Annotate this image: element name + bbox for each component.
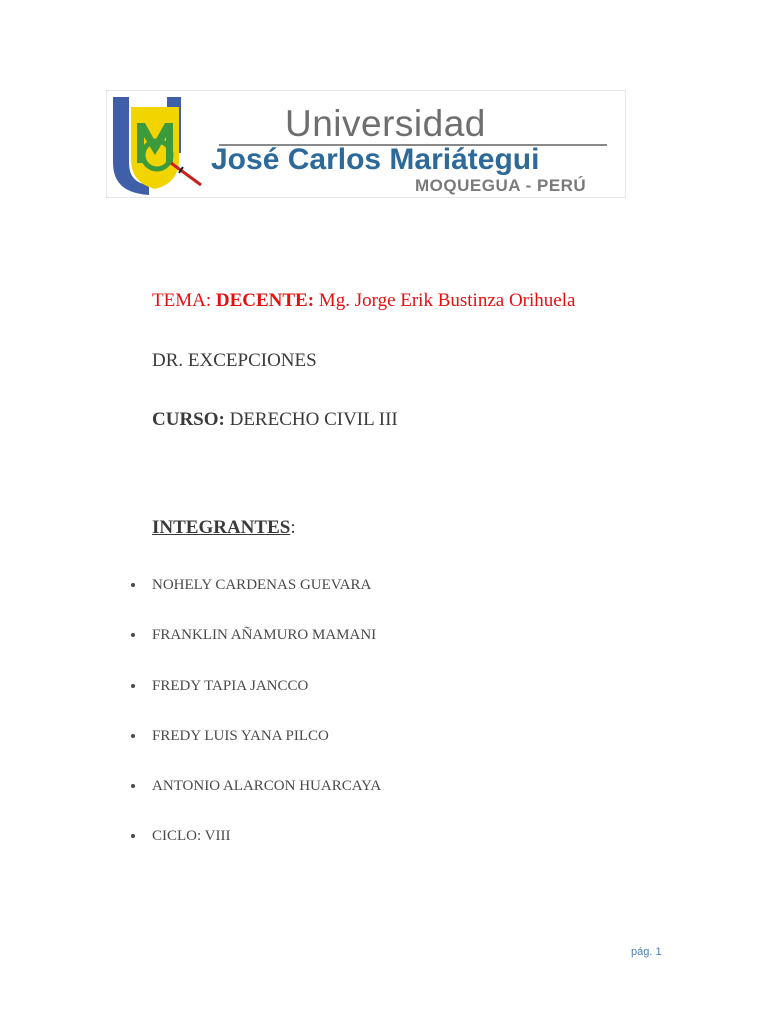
university-name: José Carlos Mariátegui	[211, 143, 540, 176]
subject-line: DR. EXCEPCIONES	[152, 350, 317, 371]
list-item	[128, 724, 381, 774]
university-emblem-icon	[109, 93, 205, 197]
tema-line	[152, 290, 575, 312]
bullet-icon	[131, 583, 135, 587]
member-name: CICLO: VIII	[152, 828, 231, 845]
university-location: MOQUEGUA - PERÚ	[415, 176, 587, 195]
integrantes-label: INTEGRANTES	[152, 517, 291, 538]
list-item	[128, 774, 381, 824]
university-word: Universidad	[285, 103, 486, 144]
curso-value: DERECHO CIVIL III	[229, 409, 398, 430]
bullet-icon	[131, 684, 135, 688]
integrantes-colon: :	[290, 517, 296, 538]
list-item	[128, 623, 381, 673]
decente-value: Mg. Jorge Erik Bustinza Orihuela	[318, 290, 576, 311]
integrantes-heading	[152, 517, 296, 539]
list-item	[128, 824, 381, 874]
list-item	[128, 674, 381, 724]
bullet-icon	[131, 784, 135, 788]
members-list	[128, 573, 381, 875]
bullet-icon	[131, 834, 135, 838]
list-item	[128, 573, 381, 623]
curso-line	[152, 409, 398, 431]
tema-label: TEMA:	[152, 290, 212, 311]
decente-label: DECENTE:	[215, 290, 315, 311]
member-name: FREDY LUIS YANA PILCO	[152, 727, 329, 744]
member-name: ANTONIO ALARCON HUARCAYA	[152, 778, 382, 795]
university-logo-banner	[106, 90, 626, 198]
bullet-icon	[131, 734, 135, 738]
member-name: NOHELY CARDENAS GUEVARA	[152, 577, 372, 593]
bullet-icon	[131, 633, 135, 637]
member-name: FREDY TAPIA JANCCO	[152, 677, 309, 694]
curso-label: CURSO:	[152, 409, 225, 430]
page-number: pág. 1	[631, 946, 662, 958]
member-name: FRANKLIN AÑAMURO MAMANI	[152, 627, 377, 644]
